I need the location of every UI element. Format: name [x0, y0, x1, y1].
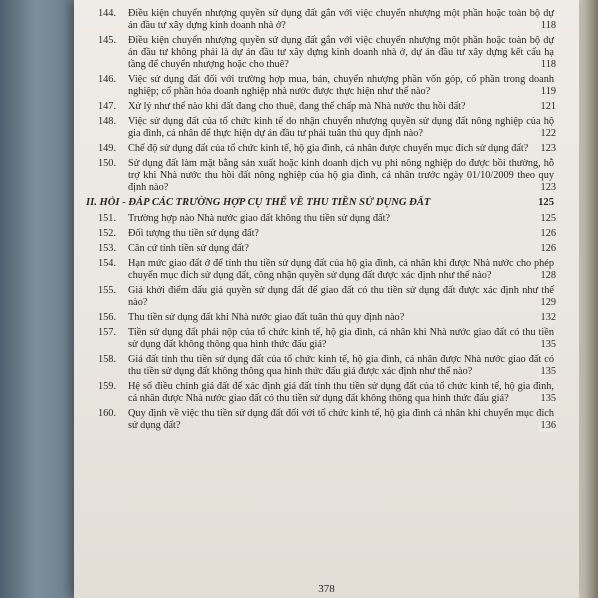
toc-entry-body [128, 101, 554, 113]
toc-entry [98, 285, 554, 309]
toc-entry-body [128, 213, 554, 225]
toc-entry [98, 381, 554, 405]
toc-entry-body [128, 258, 554, 282]
toc-entry-page: 128 [540, 270, 556, 281]
toc-entry-body [128, 312, 554, 324]
toc-entry-body [128, 74, 554, 98]
toc-entry-text: Giá đất tính thu tiền sử dụng đất của tổ chức kinh tế, hộ gia đình, cá nhân được Nhà nước giao đất có thu tiền sử dụng đất không thông qua hình thức đấu giá được xác định như thế nào? [128, 354, 554, 377]
toc-entry-body [128, 8, 554, 32]
toc-entry-number: 155. [98, 285, 117, 296]
toc-entry [98, 35, 554, 71]
toc-entry-page: 118 [540, 20, 556, 31]
toc-entry [98, 116, 554, 140]
toc-entry-page: 118 [540, 59, 556, 70]
toc-entry-number: 158. [98, 354, 117, 365]
toc-entry [98, 74, 554, 98]
toc-entry-page: 125 [540, 213, 556, 224]
toc-entry-number: 156. [98, 312, 117, 323]
toc-entry-page: 123 [540, 182, 556, 193]
toc-entry-text: Đối tượng thu tiền sử dụng đất? [128, 228, 260, 239]
toc-entry-text: Quy định về việc thu tiền sử dụng đất đối với tổ chức kinh tế, hộ gia đình cá nhân khi chuyển mục đích sử dụng đất? [128, 408, 554, 431]
toc-entry [98, 8, 554, 32]
toc-entry-body [128, 327, 554, 351]
toc-entry-body [128, 116, 554, 140]
book-page-edges [576, 0, 598, 598]
toc-entry-body [128, 408, 554, 432]
toc-entry-number: 159. [98, 381, 117, 392]
toc-entry [98, 312, 554, 324]
table-of-contents [86, 8, 556, 435]
toc-entry-text: Điều kiện chuyển nhượng quyền sử dụng đất gắn với việc chuyển nhượng một phần hoặc toàn bộ dự án đầu tư xây dựng kinh doanh nhà ở? [128, 8, 554, 31]
toc-entry-number: 151. [98, 213, 117, 224]
toc-entry-number: 147. [98, 101, 117, 112]
toc-entry-body [128, 158, 554, 194]
toc-entry [98, 101, 554, 113]
toc-entry-text: Hệ số điều chỉnh giá đất để xác định giá đất tính thu tiền sử dụng đất của tổ chức kinh tế, hộ gia đình, cá nhân được Nhà nước giao đất có thu tiền sử dụng đất không thông qua hình thức đấu giá? [128, 381, 554, 404]
toc-entry-text: Việc sử dụng đất của tổ chức kinh tế do nhận chuyển nhượng quyền sử dụng đất nông nghiệp của hộ gia đình, cá nhân để thực hiện dự án đầu tư phải tuân thủ quy định nào? [128, 116, 554, 139]
toc-entry [98, 213, 554, 225]
page-number: 378 [318, 583, 335, 595]
toc-entry-page: 119 [540, 86, 556, 97]
toc-entry-text: Việc sử dụng đất đối với trường hợp mua, bán, chuyển nhượng phần vốn góp, cổ phần trong doanh nghiệp; cổ phần hóa doanh nghiệp nhà nước được thực hiện như thế nào? [128, 74, 554, 97]
toc-entry-text: Giá khởi điểm đấu giá quyền sử dụng đất để giao đất có thu tiền sử dụng đất được xác định như thế nào? [128, 285, 554, 308]
toc-entry-number: 144. [98, 8, 117, 19]
section-heading [86, 197, 554, 209]
toc-entry [98, 354, 554, 378]
toc-entry-number: 150. [98, 158, 117, 169]
toc-group-land-fees [98, 213, 554, 432]
toc-entry-page: 126 [540, 243, 556, 254]
toc-entry-text: Thu tiền sử dụng đất khi Nhà nước giao đất tuân thủ quy định nào? [128, 312, 405, 323]
toc-entry-page: 135 [540, 366, 556, 377]
toc-entry [98, 258, 554, 282]
toc-entry-text: Căn cứ tính tiền sử dụng đất? [128, 243, 249, 254]
toc-entry-body [128, 285, 554, 309]
toc-entry [98, 228, 554, 240]
toc-entry-body [128, 381, 554, 405]
toc-entry-body [128, 354, 554, 378]
toc-entry-number: 154. [98, 258, 117, 269]
toc-entry [98, 327, 554, 351]
toc-entry [98, 158, 554, 194]
toc-entry-page: 132 [540, 312, 556, 323]
toc-entry-number: 152. [98, 228, 117, 239]
book-page [74, 0, 579, 598]
toc-entry-text: Xử lý như thế nào khi đất đang cho thuê, đang thế chấp mà Nhà nước thu hồi đất? [128, 101, 466, 112]
toc-entry [98, 243, 554, 255]
toc-entry-text: Hạn mức giao đất ở để tính thu tiền sử dụng đất của hộ gia đình, cá nhân khi được Nhà nước cho phép chuyển mục đích sử dụng đất, công nhận quyền sử dụng đất được xác định như thế nào? [128, 258, 554, 281]
toc-group-land-use [98, 8, 554, 194]
toc-entry-text: Chế độ sử dụng đất của tổ chức kinh tế, hộ gia đình, cá nhân được chuyển mục đích sử dụng đất? [128, 143, 529, 154]
toc-entry-body [128, 228, 554, 240]
toc-entry-number: 153. [98, 243, 117, 254]
toc-entry-page: 135 [540, 339, 556, 350]
toc-entry [98, 408, 554, 432]
toc-entry-number: 160. [98, 408, 117, 419]
toc-entry [98, 143, 554, 155]
toc-entry-page: 121 [540, 101, 556, 112]
section-title: II. HỎI - ĐÁP CÁC TRƯỜNG HỢP CỤ THỂ VỀ THU TIỀN SỬ DỤNG ĐẤT [86, 197, 431, 208]
toc-entry-page: 136 [540, 420, 556, 431]
toc-entry-number: 157. [98, 327, 117, 338]
toc-entry-page: 122 [540, 128, 556, 139]
toc-entry-body [128, 143, 554, 155]
toc-entry-text: Trường hợp nào Nhà nước giao đất không thu tiền sử dụng đất? [128, 213, 391, 224]
toc-entry-page: 135 [540, 393, 556, 404]
toc-entry-number: 148. [98, 116, 117, 127]
toc-entry-body [128, 243, 554, 255]
toc-entry-page: 126 [540, 228, 556, 239]
toc-entry-number: 149. [98, 143, 117, 154]
toc-entry-text: Sử dụng đất làm mặt bằng sản xuất hoặc kinh doanh dịch vụ phi nông nghiệp do được bồi thường, hỗ trợ khi Nhà nước thu hồi đất nông nghiệp của hộ gia đình, cá nhân trước ngày 01/10/2009 theo quy định nào? [128, 158, 554, 193]
toc-entry-page: 129 [540, 297, 556, 308]
toc-entry-number: 145. [98, 35, 117, 46]
toc-entry-page: 123 [540, 143, 556, 154]
toc-entry-text: Điều kiện chuyển nhượng quyền sử dụng đất gắn với việc chuyển nhượng một phần hoặc toàn bộ dự án đầu tư không phải là dự án đầu tư xây dựng kinh doanh nhà ở, dự án đầu tư xây dựng kết cấu hạ tầng để chuyển nhượng hoặc cho thuê? [128, 35, 554, 70]
section-page-number: 125 [538, 197, 554, 208]
toc-entry-body [128, 35, 554, 71]
toc-entry-number: 146. [98, 74, 117, 85]
toc-entry-text: Tiền sử dụng đất phải nộp của tổ chức kinh tế, hộ gia đình, cá nhân khi Nhà nước giao đất có thu tiền sử dụng đất không thông qua hình thức đấu giá? [128, 327, 554, 350]
